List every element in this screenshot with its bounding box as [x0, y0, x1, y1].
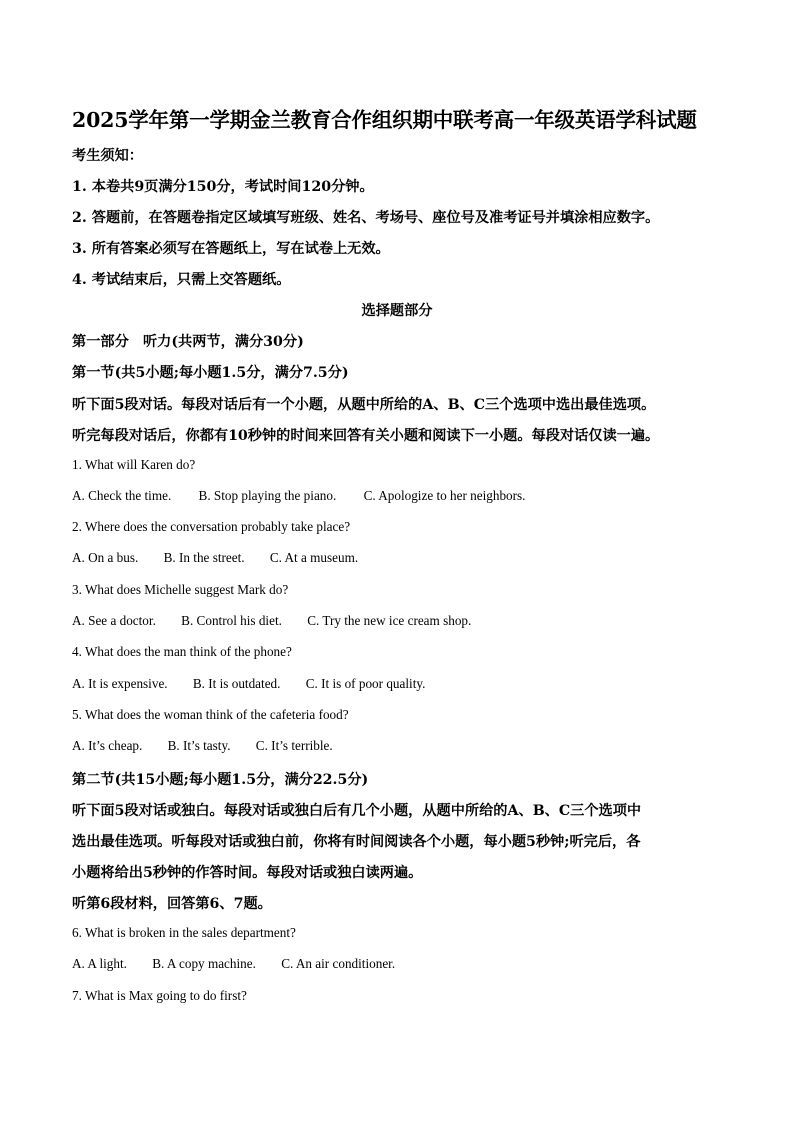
instruction-line: 听下面5段对话。每段对话后有一个小题，从题中所给的A、B、C三个选项中选出最佳选项。 [72, 397, 656, 413]
option-b: B. Control his diet. [181, 613, 282, 628]
question-text: 3. What does Michelle suggest Mark do? [72, 582, 289, 597]
option-a: A. Check the time. [72, 488, 172, 503]
option-b: B. A copy machine. [152, 956, 256, 971]
question-options [72, 956, 395, 972]
instruction-line: 选出最佳选项。听每段对话或独白前，你将有时间阅读各个小题，每小题5秒钟;听完后，各 [72, 834, 641, 850]
question-text: 4. What does the man think of the phone? [72, 644, 292, 659]
option-c: C. It is of poor quality. [305, 676, 426, 691]
notice-item: 2. 答题前，在答题卷指定区域填写班级、姓名、考场号、座位号及准考证号并填涂相应数字。 [72, 210, 660, 226]
question-text: 1. What will Karen do? [72, 457, 196, 472]
question-options [72, 738, 333, 754]
material-note: 听第6段材料，回答第6、7题。 [72, 896, 272, 912]
option-a: A. On a bus. [72, 550, 139, 565]
question-options [72, 550, 358, 566]
option-b: B. It’s tasty. [167, 738, 231, 753]
option-b: B. In the street. [163, 550, 245, 565]
subsection-title: 第二节(共15小题;每小题1.5分，满分22.5分) [72, 772, 369, 788]
question-text: 2. Where does the conversation probably take place? [72, 519, 351, 534]
subsection-title: 第一节(共5小题;每小题1.5分，满分7.5分) [72, 365, 349, 381]
question-text: 6. What is broken in the sales department? [72, 925, 296, 940]
notice-item: 1. 本卷共9页满分150分，考试时间120分钟。 [72, 179, 374, 195]
question-options [72, 676, 425, 692]
notice-item: 3. 所有答案必须写在答题纸上，写在试卷上无效。 [72, 241, 390, 257]
section-heading: 选择题部分 [361, 303, 433, 319]
option-c: C. It’s terrible. [255, 738, 333, 753]
question-text: 7. What is Max going to do first? [72, 988, 247, 1003]
question-text: 5. What does the woman think of the cafeteria food? [72, 707, 349, 722]
option-c: C. An air conditioner. [281, 956, 396, 971]
option-b: B. Stop playing the piano. [198, 488, 337, 503]
notice-heading: 考生须知： [72, 148, 143, 164]
option-c: C. Try the new ice cream shop. [307, 613, 472, 628]
option-b: B. It is outdated. [192, 676, 281, 691]
question-options [72, 613, 471, 629]
option-a: A. It’s cheap. [72, 738, 143, 753]
option-c: C. At a museum. [269, 550, 359, 565]
option-a: A. See a doctor. [72, 613, 156, 628]
option-a: A. It is expensive. [72, 676, 168, 691]
notice-item: 4. 考试结束后，只需上交答题纸。 [72, 272, 291, 288]
instruction-line: 听下面5段对话或独白。每段对话或独白后有几个小题，从题中所给的A、B、C三个选项中 [72, 803, 642, 819]
part-title: 第一部分 听力(共两节，满分30分) [72, 334, 304, 350]
option-a: A. A light. [72, 956, 127, 971]
instruction-line: 听完每段对话后，你都有10秒钟的时间来回答有关小题和阅读下一小题。每段对话仅读一遍。 [72, 428, 660, 444]
instruction-line: 小题将给出5秒钟的作答时间。每段对话或独白读两遍。 [72, 865, 423, 881]
question-options [72, 488, 525, 504]
option-c: C. Apologize to her neighbors. [363, 488, 526, 503]
exam-title: 2025学年第一学期金兰教育合作组织期中联考高一年级英语学科试题 [72, 108, 697, 132]
